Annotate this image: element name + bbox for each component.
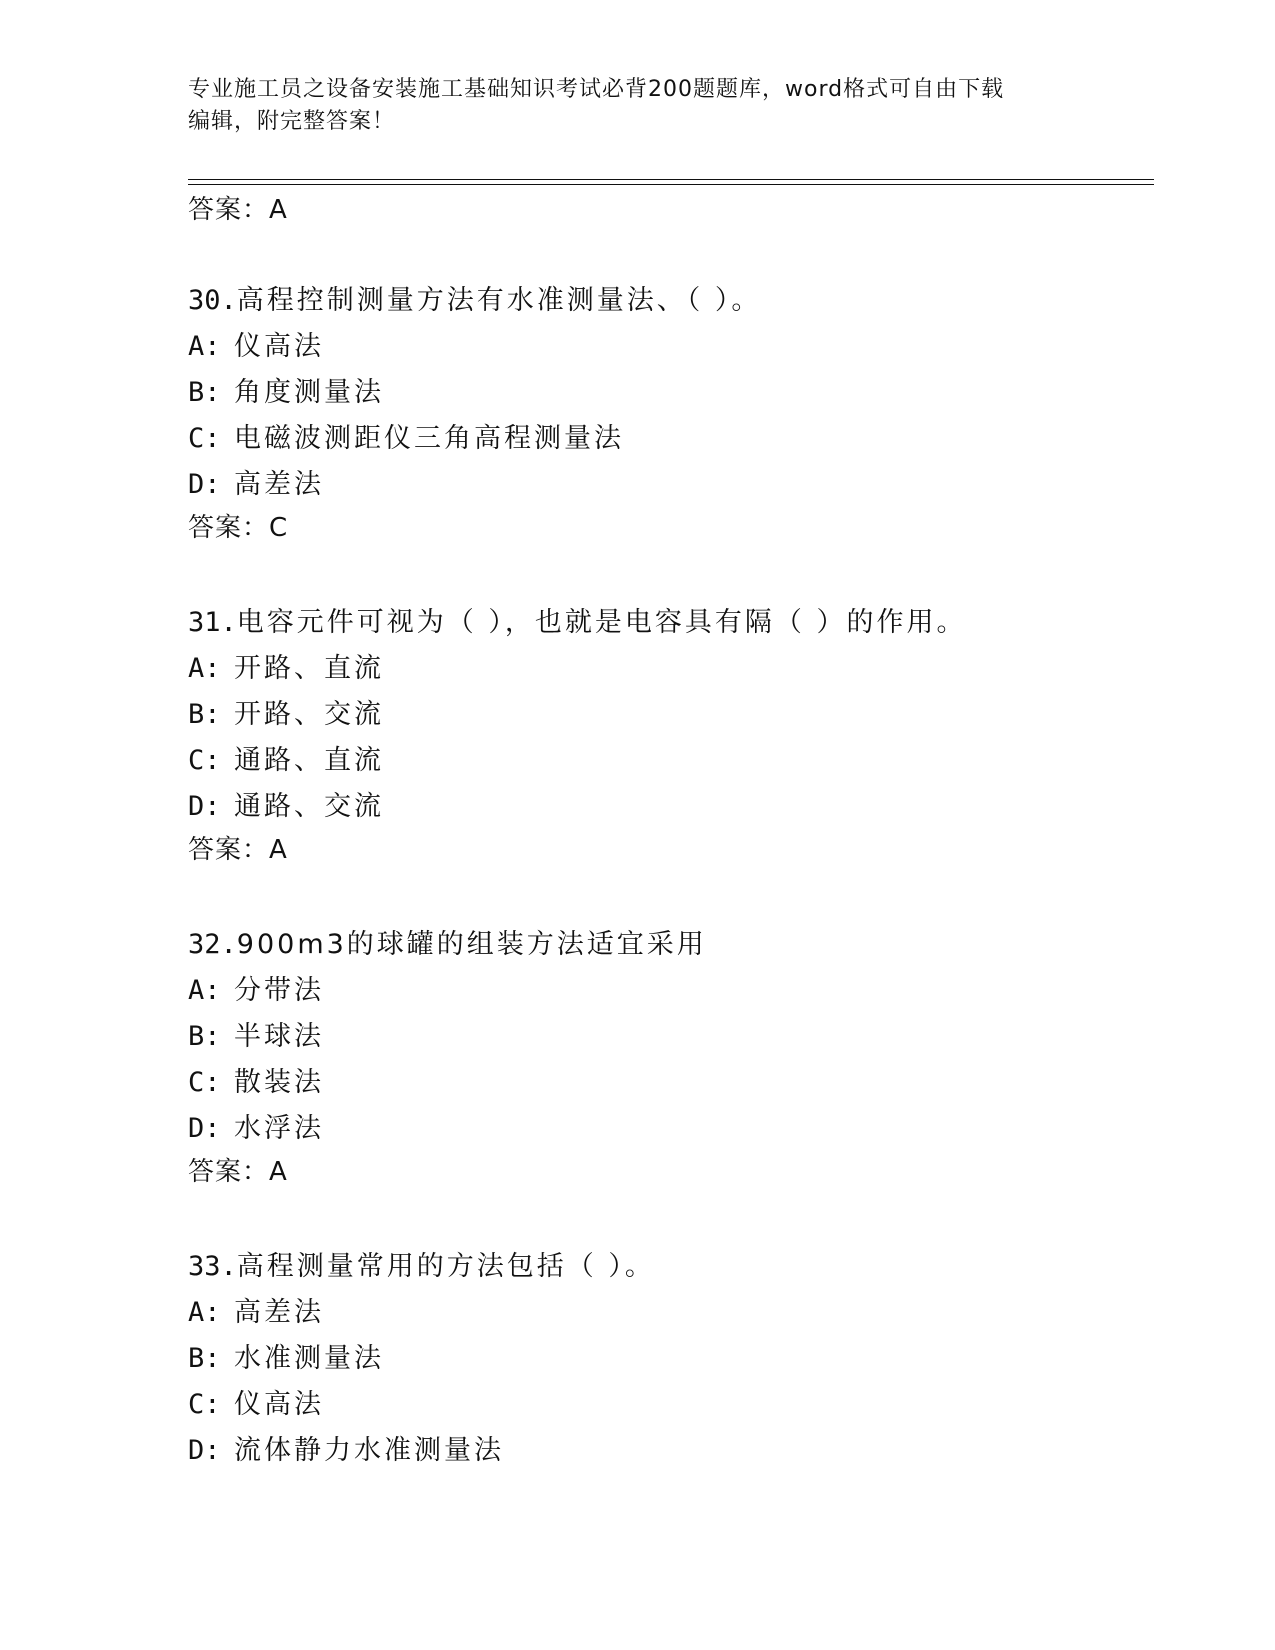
header-line-2: 编辑，附完整答案！ (188, 109, 396, 134)
option-text: 角度测量法 (234, 377, 384, 408)
option-text: 散装法 (234, 1067, 324, 1098)
option-key: D: (188, 1435, 221, 1466)
option-text: 水准测量法 (234, 1343, 384, 1374)
option-key: A: (188, 331, 221, 362)
option-text: 电磁波测距仪三角高程测量法 (234, 423, 624, 454)
question-number: 33. (188, 1251, 237, 1282)
option-text: 仪高法 (234, 331, 324, 362)
option-key: B: (188, 1343, 221, 1374)
question-stem (188, 1244, 1148, 1290)
option-key: A: (188, 1297, 221, 1328)
question-answer: 答案：C (188, 513, 289, 543)
option-key: B: (188, 1021, 221, 1052)
question-31 (188, 600, 1148, 872)
option-c (188, 738, 1148, 784)
header-line-1: 专业施工员之设备安装施工基础知识考试必背200题题库，word格式可自由下载 (188, 77, 1005, 102)
option-key: A: (188, 975, 221, 1006)
header-divider-bottom (188, 184, 1154, 185)
question-stem (188, 278, 1148, 324)
question-text: 高程测量常用的方法包括（ ）。 (236, 1251, 655, 1282)
option-text: 分带法 (234, 975, 324, 1006)
option-a (188, 968, 1148, 1014)
option-key: C: (188, 1389, 221, 1420)
option-a (188, 1290, 1148, 1336)
option-text: 高差法 (234, 1297, 324, 1328)
question-text: 电容元件可视为（ ），也就是电容具有隔（ ）的作用。 (236, 607, 967, 638)
option-a (188, 324, 1148, 370)
question-text: 高程控制测量方法有水准测量法、（ ）。 (236, 285, 762, 316)
question-number: 32. (188, 929, 237, 960)
option-key: B: (188, 699, 221, 730)
question-number: 31. (188, 607, 237, 638)
question-answer: 答案：A (188, 835, 288, 865)
question-text: 900m3的球罐的组装方法适宜采用 (236, 929, 707, 960)
option-text: 通路、交流 (234, 791, 384, 822)
option-text: 开路、直流 (234, 653, 384, 684)
option-key: D: (188, 1113, 221, 1144)
option-text: 水浮法 (234, 1113, 324, 1144)
option-key: B: (188, 377, 221, 408)
document-header (188, 74, 1088, 138)
option-c (188, 416, 1148, 462)
option-key: C: (188, 1067, 221, 1098)
option-d (188, 462, 1148, 508)
question-stem (188, 600, 1148, 646)
option-c (188, 1060, 1148, 1106)
option-b (188, 692, 1148, 738)
option-text: 半球法 (234, 1021, 324, 1052)
option-key: A: (188, 653, 221, 684)
option-b (188, 370, 1148, 416)
option-d (188, 1106, 1148, 1152)
option-key: D: (188, 791, 221, 822)
question-33 (188, 1244, 1148, 1474)
option-text: 开路、交流 (234, 699, 384, 730)
option-text: 通路、直流 (234, 745, 384, 776)
option-d (188, 784, 1148, 830)
option-text: 流体静力水准测量法 (234, 1435, 504, 1466)
option-c (188, 1382, 1148, 1428)
question-30 (188, 278, 1148, 550)
header-divider-top (188, 179, 1154, 180)
option-b (188, 1014, 1148, 1060)
option-b (188, 1336, 1148, 1382)
option-text: 仪高法 (234, 1389, 324, 1420)
question-stem (188, 922, 1148, 968)
question-answer: 答案：A (188, 1157, 288, 1187)
option-key: D: (188, 469, 221, 500)
option-key: C: (188, 745, 221, 776)
previous-answer: 答案：A (188, 195, 288, 225)
option-d (188, 1428, 1148, 1474)
option-a (188, 646, 1148, 692)
option-key: C: (188, 423, 221, 454)
question-32 (188, 922, 1148, 1194)
question-number: 30. (188, 285, 237, 316)
question-list (188, 192, 1148, 1474)
option-text: 高差法 (234, 469, 324, 500)
